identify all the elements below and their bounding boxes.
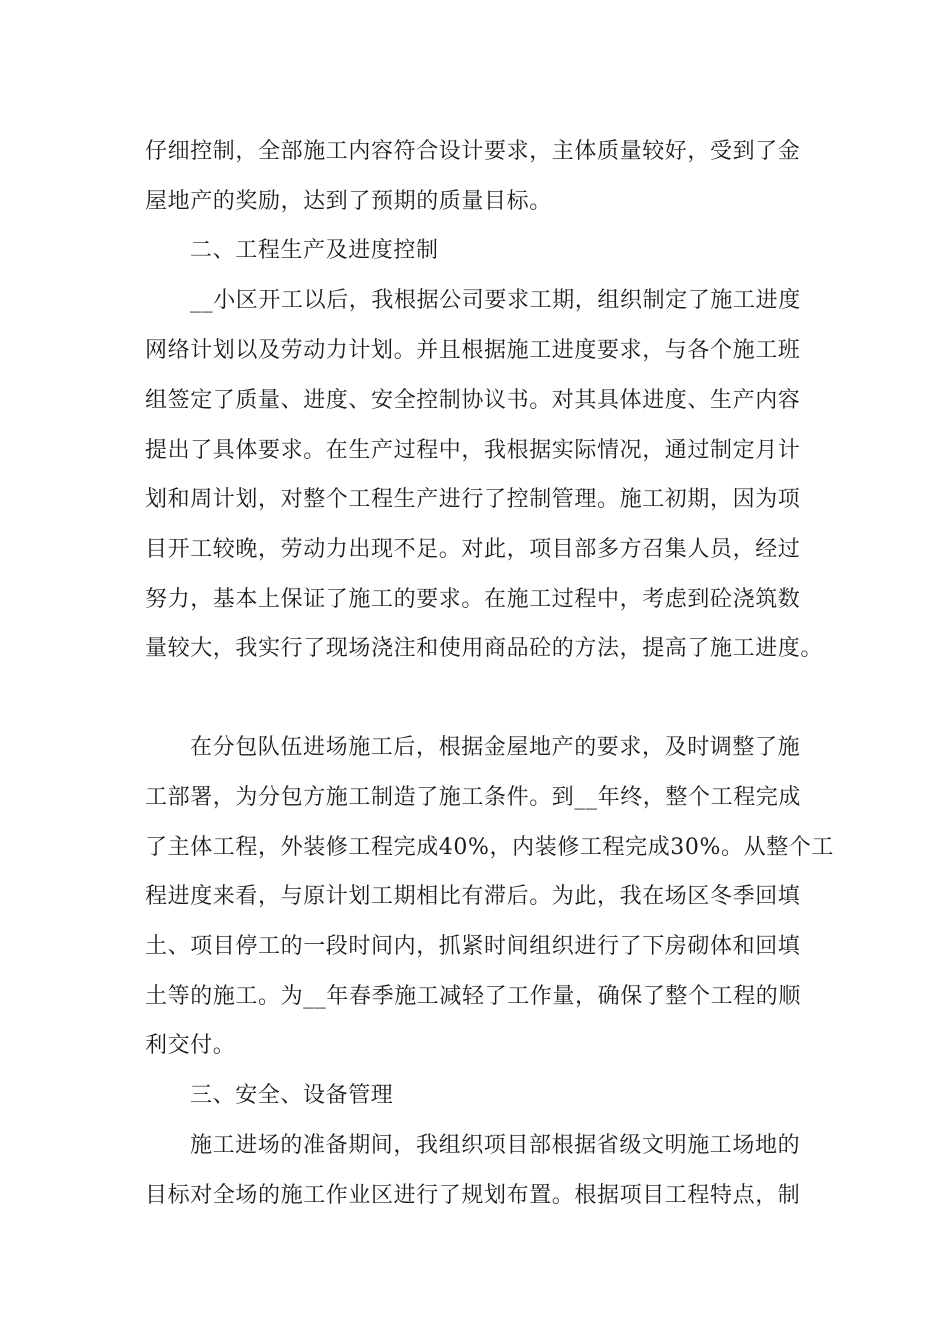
text-line: 量较大，我实行了现场浇注和使用商品砼的方法，提高了施工进度。 — [145, 636, 824, 661]
section-heading: 三、安全、设备管理 — [190, 1083, 394, 1108]
text-line: 目开工较晚，劳动力出现不足。对此，项目部多方召集人员，经过 — [145, 537, 801, 562]
text-line: 网络计划以及劳动力计划。并且根据施工进度要求，与各个施工班 — [145, 338, 801, 363]
text-line: 工部署，为分包方施工制造了施工条件。到__年终，整个工程完成 — [145, 785, 802, 810]
text-line: 程进度来看，与原计划工期相比有滞后。为此，我在场区冬季回填 — [145, 884, 801, 909]
text-line: 划和周计划，对整个工程生产进行了控制管理。施工初期，因为项 — [145, 487, 801, 512]
text-line: 仔细控制，全部施工内容符合设计要求，主体质量较好，受到了金 — [145, 139, 801, 164]
text-line: 土等的施工。为__年春季施工减轻了工作量，确保了整个工程的顺 — [145, 984, 802, 1009]
text-line: 提出了具体要求。在生产过程中，我根据实际情况，通过制定月计 — [145, 438, 801, 463]
text-line: 目标对全场的施工作业区进行了规划布置。根据项目工程特点，制 — [145, 1183, 801, 1208]
text-line: 在分包队伍进场施工后，根据金屋地产的要求，及时调整了施 — [190, 735, 801, 760]
text-line: 施工进场的准备期间，我组织项目部根据省级文明施工场地的 — [190, 1133, 801, 1158]
section-heading: 二、工程生产及进度控制 — [190, 238, 439, 263]
text-line: __小区开工以后，我根据公司要求工期，组织制定了施工进度 — [190, 288, 801, 313]
text-line: 利交付。 — [145, 1033, 236, 1058]
text-line: 努力，基本上保证了施工的要求。在施工过程中，考虑到砼浇筑数 — [145, 587, 801, 612]
text-line: 屋地产的奖励，达到了预期的质量目标。 — [145, 189, 552, 214]
text-line: 土、项目停工的一段时间内，抓紧时间组织进行了下房砌体和回填 — [145, 934, 801, 959]
text-line: 组签定了质量、进度、安全控制协议书。对其具体进度、生产内容 — [145, 388, 801, 413]
text-line: 了主体工程，外装修工程完成40%，内装修工程完成30%。从整个工 — [145, 835, 834, 860]
